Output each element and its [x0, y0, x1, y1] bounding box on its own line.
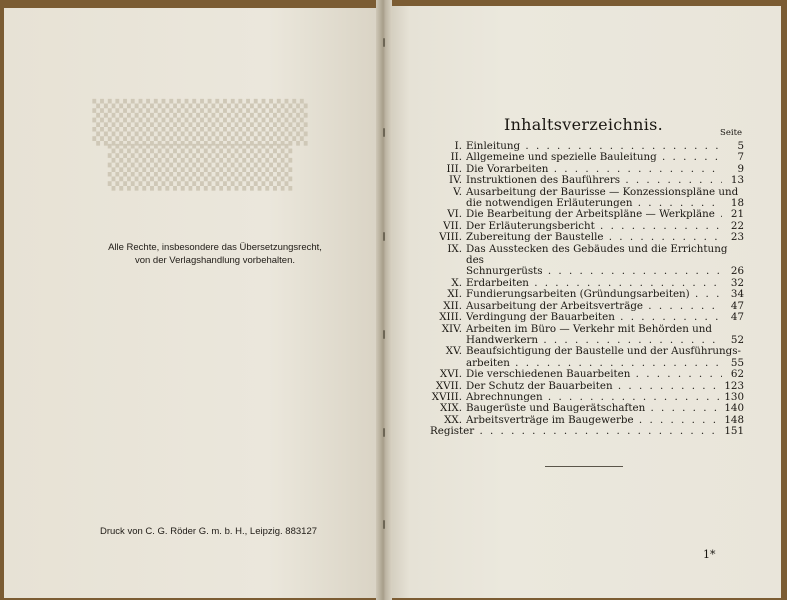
toc-entry-title-continued: Schnurgerüsts . . .: [466, 266, 722, 277]
toc-entry-number: XVII.: [435, 379, 462, 392]
toc-entry: [430, 244, 744, 278]
toc-entry-title: Die Vorarbeiten . . .: [466, 164, 722, 175]
divider-rule: [545, 466, 623, 467]
toc-entry: [430, 312, 744, 323]
toc-entry-title: Beaufsichtigung der Baustelle und der Ausführungs-: [466, 345, 742, 358]
toc-entry-title-continued: Handwerkern . . .: [466, 335, 722, 346]
toc-entry-page: 13: [730, 174, 744, 187]
toc-entry-page: 151: [724, 425, 744, 438]
toc-entry-title: Die verschiedenen Bauarbeiten . . .: [466, 369, 722, 380]
toc-entry: [430, 381, 744, 392]
toc-entry-page: 5: [737, 140, 744, 152]
toc-entry: [430, 426, 744, 437]
toc-entry-number: XIII.: [439, 311, 462, 324]
toc-entry-page: 18: [730, 197, 744, 210]
binding-stitch: [383, 520, 385, 529]
rights-notice-line: von der Verlagshandlung vorbehalten.: [134, 255, 296, 266]
toc-entry: [430, 403, 744, 414]
toc-entry: [430, 278, 744, 289]
toc-entry: [430, 152, 744, 163]
toc-entry: [430, 221, 744, 232]
toc-entry: [430, 346, 744, 369]
toc-entry-page: 130: [724, 390, 744, 403]
toc-entry-number: I.: [454, 140, 462, 152]
toc-entry-page: 47: [730, 311, 744, 324]
toc-entry-title: Instruktionen des Bauführers . . .: [466, 175, 722, 186]
binding-stitch: [383, 128, 385, 137]
toc-entry-number: V.: [453, 185, 462, 198]
toc-entry: [430, 369, 744, 380]
toc-entry-title: Ausarbeitung der Baurisse — Konzessionspläne und: [466, 185, 739, 198]
toc-entry-page: 52: [730, 333, 744, 346]
book-gutter: [376, 0, 392, 600]
toc-entry: [430, 289, 744, 300]
toc-entry: [430, 187, 744, 210]
toc-entry: [430, 175, 744, 186]
toc-entry: [430, 324, 744, 347]
toc-entry-number: XI.: [447, 288, 462, 301]
rights-notice-line: Alle Rechte, insbesondere das Übersetzungsrecht,: [108, 242, 322, 253]
toc-entry: [430, 232, 744, 243]
binding-stitch: [383, 428, 385, 437]
printer-imprint: Druck von C. G. Röder G. m. b. H., Leipzig. 883127: [100, 526, 318, 537]
toc-entry-number: XX.: [444, 413, 462, 426]
toc-entry-title: Arbeiten im Büro — Verkehr mit Behörden und: [466, 322, 712, 335]
toc-entry-title: Der Schutz der Bauarbeiten . . .: [466, 381, 722, 392]
toc-heading: Inhaltsverzeichnis.: [503, 115, 664, 134]
toc-entry-page: 34: [730, 288, 744, 301]
toc-entry-page: 55: [730, 356, 744, 369]
toc-entry: [430, 415, 744, 426]
show-through-shadow: ▒▒▒▒▒▒▒: [92, 100, 308, 146]
toc-entry-title: Fundierungsarbeiten (Gründungsarbeiten) . . .: [466, 289, 722, 300]
toc-entry-title: Das Ausstecken des Gebäudes und die Errichtung des: [466, 242, 728, 267]
toc-entry-page: 47: [730, 299, 744, 312]
toc-entry: [430, 301, 744, 312]
toc-entry-number: XV.: [445, 345, 462, 358]
toc-entry-page: 23: [730, 231, 744, 244]
table-of-contents: [430, 141, 744, 438]
toc-entry-page: 123: [724, 379, 744, 392]
binding-stitch: [383, 330, 385, 339]
toc-entry-title: Einleitung . . .: [466, 141, 722, 152]
toc-entry-number: II.: [450, 151, 462, 164]
toc-entry-title: Zubereitung der Baustelle . . .: [466, 232, 722, 243]
toc-entry-title: Allgemeine und spezielle Bauleitung . . .: [466, 152, 722, 163]
show-through-shadow: ▒▒▒▒▒▒: [107, 145, 293, 191]
toc-entry-number: XIV.: [441, 322, 462, 335]
toc-entry: [430, 141, 744, 152]
toc-entry-title: Abrechnungen . . .: [466, 392, 722, 403]
toc-entry-title: Ausarbeitung der Arbeitsverträge . . .: [466, 301, 722, 312]
toc-entry-number: IV.: [449, 174, 462, 187]
toc-entry-number: VI.: [447, 208, 462, 221]
toc-entry-number: IX.: [447, 242, 462, 255]
toc-entry-number: X.: [451, 276, 462, 289]
toc-entry-title: Register . . .: [430, 426, 722, 437]
toc-entry-page: 26: [730, 265, 744, 278]
toc-entry-page: 7: [737, 151, 744, 164]
toc-entry-title-continued: arbeiten . . .: [466, 358, 722, 369]
toc-entry-title: Verdingung der Bauarbeiten . . .: [466, 312, 722, 323]
toc-entry-page: 32: [730, 276, 744, 289]
toc-entry-number: XVIII.: [431, 390, 462, 403]
toc-entry: [430, 164, 744, 175]
toc-entry-title: Baugerüste und Baugerätschaften . . .: [466, 403, 722, 414]
toc-entry-title: Erdarbeiten . . .: [466, 278, 722, 289]
toc-entry-number: III.: [446, 162, 462, 175]
binding-stitch: [383, 38, 385, 47]
toc-entry-number: XII.: [443, 299, 462, 312]
toc-entry-title: Arbeitsverträge im Baugewerbe . . .: [466, 415, 722, 426]
toc-entry-page: 140: [724, 402, 744, 415]
toc-entry-page: 22: [730, 219, 744, 232]
toc-entry: [430, 209, 744, 220]
toc-entry-number: XVI.: [439, 368, 462, 381]
toc-entry-title-continued: die notwendigen Erläuterungen . . .: [466, 198, 722, 209]
toc-entry-page: 148: [724, 413, 744, 426]
binding-stitch: [383, 232, 385, 241]
rights-notice: [70, 241, 360, 267]
toc-entry-page: 9: [737, 162, 744, 175]
toc-entry: [430, 392, 744, 403]
page-column-label: Seite: [720, 128, 743, 138]
toc-entry-page: 62: [730, 368, 744, 381]
toc-entry-number: VIII.: [439, 231, 462, 244]
left-page: [4, 8, 382, 598]
toc-entry-title: Die Bearbeitung der Arbeitspläne — Werkpläne . . .: [466, 209, 722, 220]
toc-entry-number: XIX.: [439, 402, 462, 415]
toc-entry-title: Der Erläuterungsbericht . . .: [466, 221, 722, 232]
toc-entry-number: VII.: [443, 219, 462, 232]
toc-entry-page: 21: [730, 208, 744, 221]
signature-mark: 1*: [703, 548, 716, 561]
